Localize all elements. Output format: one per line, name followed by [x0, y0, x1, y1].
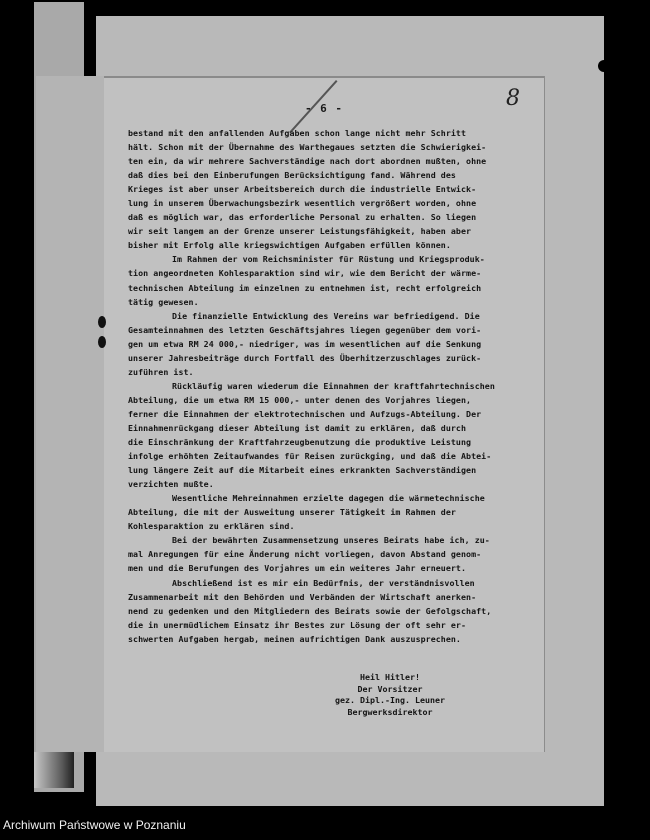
text-line: Bei der bewährten Zusammensetzung unseres Beirats habe ich, zu-: [172, 535, 490, 546]
text-line: tätig gewesen.: [128, 296, 199, 307]
signature-line: Der Vorsitzer: [357, 683, 423, 694]
folded-page-margin: [36, 76, 106, 752]
text-line: infolge erhöhten Zeitaufwandes für Reisen zurückging, und daß die Abtei-: [128, 451, 492, 462]
text-line: Die finanzielle Entwicklung des Vereins war befriedigend. Die: [172, 310, 480, 321]
signature-block: [290, 672, 490, 718]
background-sheet-shadow: [34, 752, 74, 788]
text-line: Krieges ist aber unser Arbeitsbereich durch die industrielle Entwick-: [128, 184, 477, 195]
signature-line: Heil Hitler!: [360, 672, 420, 682]
text-line: Wesentliche Mehreinnahmen erzielte dagegen die wärmetechnische: [172, 493, 485, 504]
signature-line: gez. Dipl.-Ing. Leuner: [335, 695, 445, 705]
text-line: Einnahmenrückgang dieser Abteilung ist damit zu erklären, daß durch: [128, 422, 467, 433]
text-line: ten ein, da wir mehrere Sachverständige nach dort abordnen mußten, ohne: [128, 156, 487, 167]
text-line: technischen Abteilung im einzelnen zu entnehmen ist, recht erfolgreich: [128, 282, 482, 293]
text-line: unserer Jahresbeiträge durch Fortfall des Überhitzerzuschlages zurück-: [128, 352, 482, 363]
text-line: die in unermüdlichem Einsatz ihr Bestes zur Lösung der oft sehr er-: [128, 619, 467, 630]
text-line: wir seit langem an der Grenze unserer Leistungsfähigkeit, haben aber: [128, 226, 472, 237]
text-line: daß es möglich war, das erforderliche Personal zu erhalten. So liegen: [128, 212, 477, 223]
text-line: men und die Berufungen des Vorjahres um ein weiteres Jahr erneuert.: [128, 563, 467, 574]
text-line: Kohlesparaktion zu erklären sind.: [128, 521, 295, 532]
text-line: Zusammenarbeit mit den Behörden und Verbänden der Wirtschaft anerken-: [128, 591, 477, 602]
text-line: Abteilung, die um etwa RM 15 000,- unter denen des Vorjahres liegen,: [128, 394, 472, 405]
text-line: lung in unserem Überwachungsbezirk wesentlich vergrößert worden, ohne: [128, 198, 477, 209]
text-line: schwerten Aufgaben hergab, meinen aufrichtigen Dank auszusprechen.: [128, 633, 461, 644]
archive-watermark: Archiwum Państwowe w Poznaniu: [3, 818, 186, 832]
text-line: hält. Schon mit der Übernahme des Warthegaues setzten die Schwierigkei-: [128, 142, 487, 153]
text-line: Im Rahmen der vom Reichsminister für Rüstung und Kriegsproduk-: [172, 254, 485, 265]
text-line: verzichten mußte.: [128, 479, 214, 490]
punch-hole: [98, 336, 106, 348]
text-line: daß dies bei den Einberufungen Berücksichtigung fand. Während des: [128, 170, 456, 181]
text-line: Rückläufig waren wiederum die Einnahmen der kraftfahrtechnischen: [172, 380, 495, 391]
text-line: tion angeordneten Kohlesparaktion sind wir, wie dem Bericht der wärme-: [128, 268, 482, 279]
text-line: nend zu gedenken und den Mitgliedern des Beirats sowie der Gefolgschaft,: [128, 605, 492, 616]
text-line: Abteilung, die mit der Ausweitung unserer Tätigkeit im Rahmen der: [128, 507, 456, 518]
text-line: die Einschränkung der Kraftfahrzeugbenutzung die produktive Leistung: [128, 437, 472, 448]
punch-hole: [98, 316, 106, 328]
page-number: - 6 -: [304, 102, 344, 115]
text-line: gen um etwa RM 24 000,- niedriger, was im wesentlichen auf die Senkung: [128, 338, 482, 349]
text-line: ferner die Einnahmen der elektrotechnischen und Aufzugs-Abteilung. Der: [128, 408, 482, 419]
text-line: bisher mit Erfolg alle kriegswichtigen Aufgaben erfüllen können.: [128, 240, 451, 251]
document-page: [104, 76, 544, 752]
text-line: lung längere Zeit auf die Mitarbeit eines erkrankten Sachverständigen: [128, 465, 477, 476]
fold-line: [104, 76, 544, 78]
signature-line: Bergwerksdirektor: [347, 706, 433, 717]
handwritten-folio-number: 8: [506, 86, 520, 111]
text-line: Gesamteinnahmen des letzten Geschäftsjahres liegen gegenüber dem vori-: [128, 324, 482, 335]
text-line: Abschließend ist es mir ein Bedürfnis, der verständnisvollen: [172, 577, 475, 588]
text-line: mal Anregungen für eine Änderung nicht vorliegen, davon Abstand genom-: [128, 549, 482, 560]
letter-body: [128, 126, 540, 646]
text-line: zuführen ist.: [128, 366, 194, 377]
text-line: bestand mit den anfallenden Aufgaben schon lange nicht mehr Schritt: [128, 128, 467, 138]
paper-notch: [598, 60, 610, 72]
